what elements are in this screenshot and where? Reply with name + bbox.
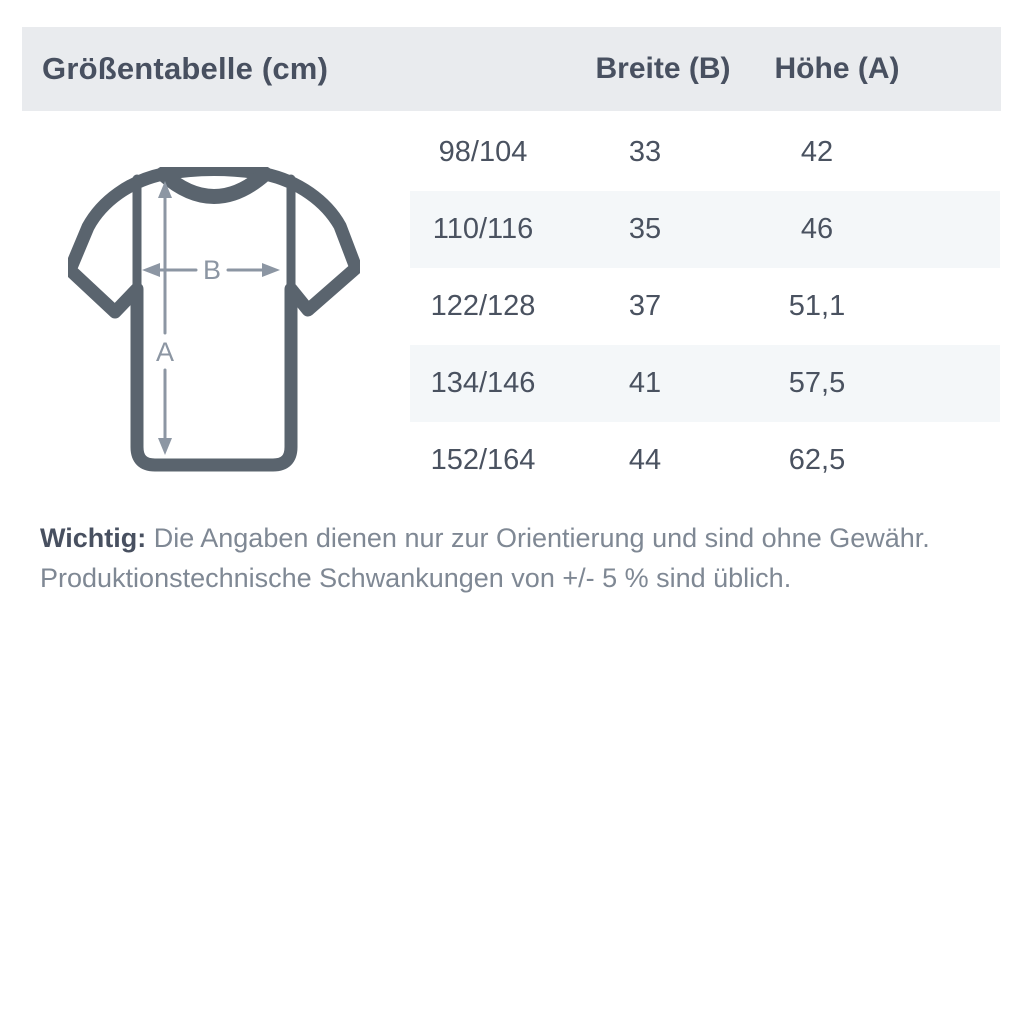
- tshirt-icon: [68, 167, 360, 472]
- hoehe-cell: 62,5: [788, 444, 846, 476]
- size-cell: 152/164: [430, 444, 536, 476]
- breite-cell: 37: [628, 290, 662, 322]
- tshirt-outline: [70, 170, 356, 466]
- height-arrow: [155, 181, 175, 455]
- size-cell: 134/146: [430, 367, 536, 399]
- tshirt-measurement-diagram: [68, 167, 360, 472]
- page-title: Größentabelle (cm): [42, 51, 329, 86]
- hoehe-cell: 51,1: [788, 290, 846, 322]
- hoehe-cell: 42: [800, 136, 834, 168]
- table-row: [410, 268, 1000, 345]
- breite-cell: 33: [628, 136, 662, 168]
- disclaimer-bold-label: Wichtig:: [40, 523, 147, 553]
- width-label-b: B: [202, 255, 222, 285]
- column-header-breite: Breite (B): [595, 52, 731, 85]
- table-row: [410, 191, 1000, 268]
- breite-cell: 41: [628, 367, 662, 399]
- size-cell: 110/116: [432, 213, 534, 245]
- table-row: [410, 345, 1000, 422]
- disclaimer-line-1: [40, 518, 990, 558]
- column-header-hoehe: Höhe (A): [774, 52, 900, 85]
- disclaimer-line-2: Produktionstechnische Schwankungen von +/- 5 % sind üblich.: [40, 563, 792, 593]
- size-table: [410, 114, 1000, 499]
- hoehe-cell: 57,5: [788, 367, 846, 399]
- table-row: [410, 422, 1000, 499]
- breite-cell: 35: [628, 213, 662, 245]
- disclaimer-text-1: Die Angaben dienen nur zur Orientierung und sind ohne Gewähr.: [146, 523, 930, 553]
- disclaimer-note: [40, 518, 990, 598]
- size-cell: 98/104: [438, 136, 528, 168]
- hoehe-cell: 46: [800, 213, 834, 245]
- height-label-a: A: [155, 337, 175, 367]
- size-cell: 122/128: [430, 290, 536, 322]
- table-header-band: [22, 27, 1001, 111]
- table-row: [410, 114, 1000, 191]
- breite-cell: 44: [628, 444, 662, 476]
